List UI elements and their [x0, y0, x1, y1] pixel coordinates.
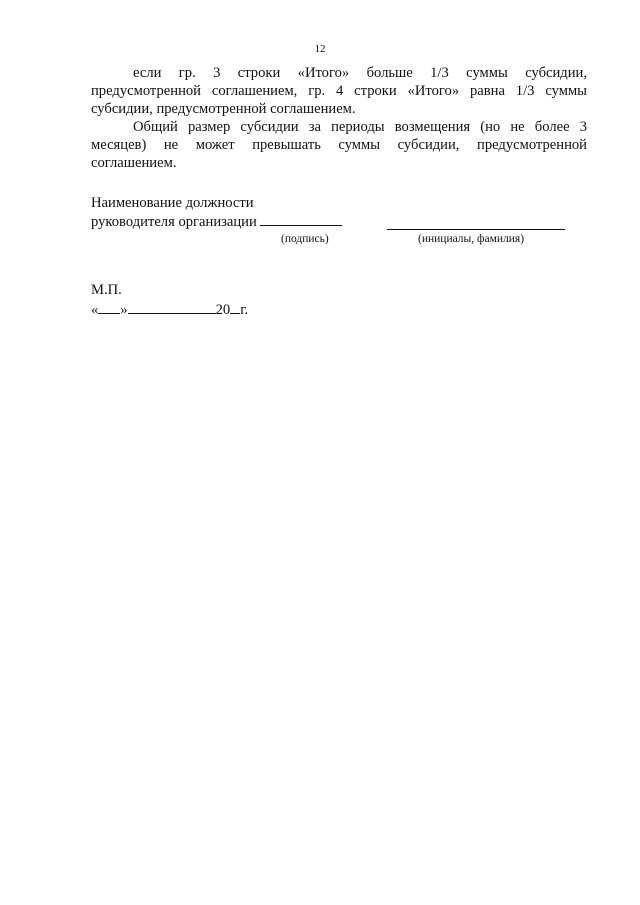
month-blank	[128, 300, 216, 314]
signature-caption: (подпись)	[281, 233, 329, 245]
date-close-quote: »	[120, 302, 128, 318]
signature-title-line2-row	[91, 212, 342, 231]
year-suffix: г.	[240, 302, 249, 318]
year-blank	[230, 300, 240, 314]
day-blank	[98, 300, 120, 314]
document-body	[91, 64, 587, 172]
year-prefix: 20	[215, 302, 231, 318]
stamp-place: М.П.	[91, 282, 122, 298]
page-number: 12	[314, 43, 326, 55]
signature-title-line2: руководителя организации	[91, 214, 257, 230]
paragraph: Общий размер субсидии за периоды возмещения (но не более 3 месяцев) не может превышать суммы субсидии, предусмотренной соглашением.	[91, 119, 587, 171]
signature-title-line1: Наименование должности	[91, 195, 254, 211]
name-caption: (инициалы, фамилия)	[418, 233, 525, 245]
date-line	[91, 300, 248, 319]
paragraph: если гр. 3 строки «Итого» больше 1/3 суммы субсидии, предусмотренной соглашением, гр. 4 строки «Итого» равна 1/3 суммы субсидии, предусмотренной соглашением.	[91, 65, 587, 117]
name-blank	[387, 229, 565, 230]
signature-blank	[260, 212, 342, 226]
date-open-quote: «	[91, 302, 99, 318]
